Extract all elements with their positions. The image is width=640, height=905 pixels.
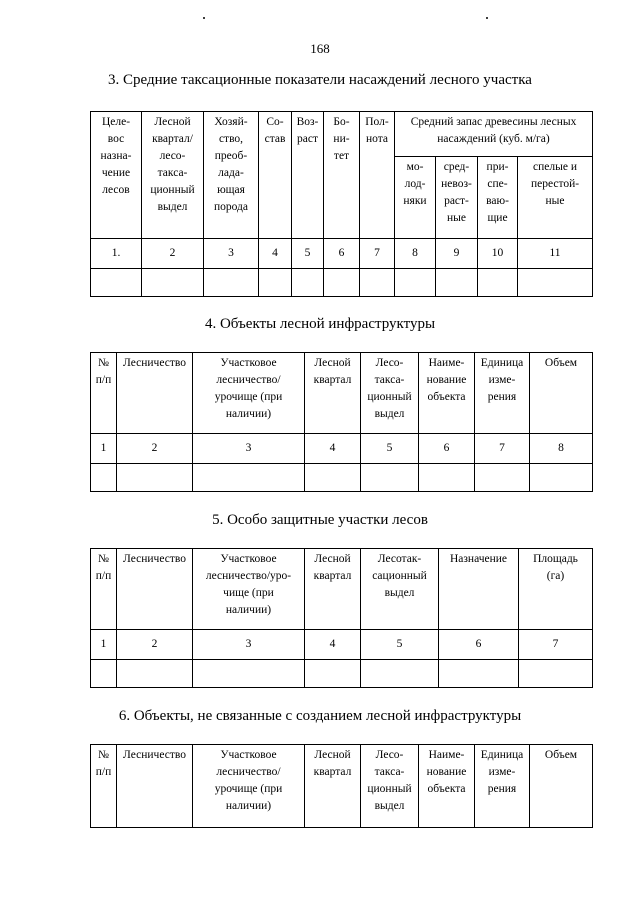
s6-header-cell: Лесничество [117, 745, 193, 828]
s6-header-cell: Лесной квартал [305, 745, 361, 828]
section5-table [90, 548, 593, 688]
s4-empty-cell [475, 464, 530, 492]
s6-header-cell: Единица изме- рения [475, 745, 530, 828]
s3-empty-cell [292, 269, 324, 297]
s4-empty-cell [91, 464, 117, 492]
s3-subheader-cell: мо- лод- няки [395, 157, 436, 239]
section3-table [90, 111, 593, 297]
s3-number-cell: 2 [142, 239, 204, 269]
s4-number-cell: 4 [305, 434, 361, 464]
s4-header-cell: Лесной квартал [305, 353, 361, 434]
s3-empty-cell [204, 269, 259, 297]
s3-empty-cell [478, 269, 518, 297]
s5-number-cell: 5 [361, 630, 439, 660]
s4-number-cell: 3 [193, 434, 305, 464]
s6-header-cell: Участковое лесничество/ урочище (при наличии) [193, 745, 305, 828]
s3-header-cell: Бо- ни- тет [324, 112, 360, 239]
s3-number-cell: 4 [259, 239, 292, 269]
s3-header-cell: Пол- нота [360, 112, 395, 239]
s4-empty-cell [361, 464, 419, 492]
s3-empty-cell [142, 269, 204, 297]
s4-header-cell: Участковое лесничество/ урочище (при наличии) [193, 353, 305, 434]
s5-empty-cell [305, 660, 361, 688]
s4-header-cell: Объем [530, 353, 593, 434]
s3-empty-cell [360, 269, 395, 297]
s3-subheader-cell: при- спе- ваю- щие [478, 157, 518, 239]
s3-empty-cell [395, 269, 436, 297]
scan-dot [203, 17, 205, 19]
s3-number-cell: 5 [292, 239, 324, 269]
s4-empty-cell [305, 464, 361, 492]
s3-empty-cell [324, 269, 360, 297]
s4-header-cell: Лесо- такса- ционный выдел [361, 353, 419, 434]
s3-empty-cell [518, 269, 593, 297]
s5-number-cell: 6 [439, 630, 519, 660]
s4-header-cell: № п/п [91, 353, 117, 434]
scan-dot [486, 17, 488, 19]
s5-header-cell: Участковое лесничество/уро- чище (при наличии) [193, 549, 305, 630]
s5-number-cell: 3 [193, 630, 305, 660]
s5-header-cell: Лесничество [117, 549, 193, 630]
s4-empty-cell [117, 464, 193, 492]
s5-number-cell: 1 [91, 630, 117, 660]
s3-header-cell: Хозяй- ство, преоб- лада- ющая порода [204, 112, 259, 239]
s6-header-cell: Объем [530, 745, 593, 828]
s5-header-cell: Назначение [439, 549, 519, 630]
s6-header-cell: Наиме- нование объекта [419, 745, 475, 828]
s3-empty-cell [436, 269, 478, 297]
section3-title: 3. Средние таксационные показатели насаждений лесного участка [108, 72, 532, 88]
s3-empty-cell [91, 269, 142, 297]
section6-table [90, 744, 593, 828]
s4-header-cell: Лесничество [117, 353, 193, 434]
s4-number-cell: 8 [530, 434, 593, 464]
s5-number-cell: 2 [117, 630, 193, 660]
s3-number-cell: 6 [324, 239, 360, 269]
s5-empty-cell [193, 660, 305, 688]
s6-header-cell: Лесо- такса- ционный выдел [361, 745, 419, 828]
s3-header-cell: Воз- раст [292, 112, 324, 239]
s3-subheader-cell: спелые и перестой- ные [518, 157, 593, 239]
s5-header-cell: Площадь (га) [519, 549, 593, 630]
s3-number-cell: 9 [436, 239, 478, 269]
s5-empty-cell [439, 660, 519, 688]
s4-empty-cell [530, 464, 593, 492]
section4-table [90, 352, 593, 492]
s5-number-cell: 4 [305, 630, 361, 660]
s4-empty-cell [419, 464, 475, 492]
s3-number-cell: 3 [204, 239, 259, 269]
page-number: 168 [310, 41, 330, 56]
s4-number-cell: 7 [475, 434, 530, 464]
s3-number-cell: 1. [91, 239, 142, 269]
section6-title: 6. Объекты, не связанные с созданием лесной инфраструктуры [118, 708, 522, 724]
s5-empty-cell [361, 660, 439, 688]
s5-empty-cell [91, 660, 117, 688]
s5-header-cell: Лесотак- сационный выдел [361, 549, 439, 630]
s3-number-cell: 11 [518, 239, 593, 269]
s4-number-cell: 5 [361, 434, 419, 464]
s5-header-cell: Лесной квартал [305, 549, 361, 630]
section4-title: 4. Объекты лесной инфраструктуры [204, 316, 436, 332]
s4-number-cell: 1 [91, 434, 117, 464]
s6-header-cell: № п/п [91, 745, 117, 828]
s5-number-cell: 7 [519, 630, 593, 660]
s4-number-cell: 2 [117, 434, 193, 464]
s4-number-cell: 6 [419, 434, 475, 464]
s5-header-cell: № п/п [91, 549, 117, 630]
s3-header-cell: Лесной квартал/ лесо- такса- ционный выдел [142, 112, 204, 239]
s4-header-cell: Наиме- нование объекта [419, 353, 475, 434]
s3-empty-cell [259, 269, 292, 297]
s4-header-cell: Единица изме- рения [475, 353, 530, 434]
s3-number-cell: 8 [395, 239, 436, 269]
s4-empty-cell [193, 464, 305, 492]
s3-number-cell: 7 [360, 239, 395, 269]
s3-header-cell: Целе- вос назна- чение лесов [91, 112, 142, 239]
s3-number-cell: 10 [478, 239, 518, 269]
s3-subheader-cell: сред- невоз- раст- ные [436, 157, 478, 239]
s5-empty-cell [117, 660, 193, 688]
s3-header-cell: Со- став [259, 112, 292, 239]
s5-empty-cell [519, 660, 593, 688]
section5-title: 5. Особо защитные участки лесов [212, 512, 428, 528]
s3-group-header: Средний запас древесины лесных насаждений (куб. м/га) [395, 112, 593, 157]
